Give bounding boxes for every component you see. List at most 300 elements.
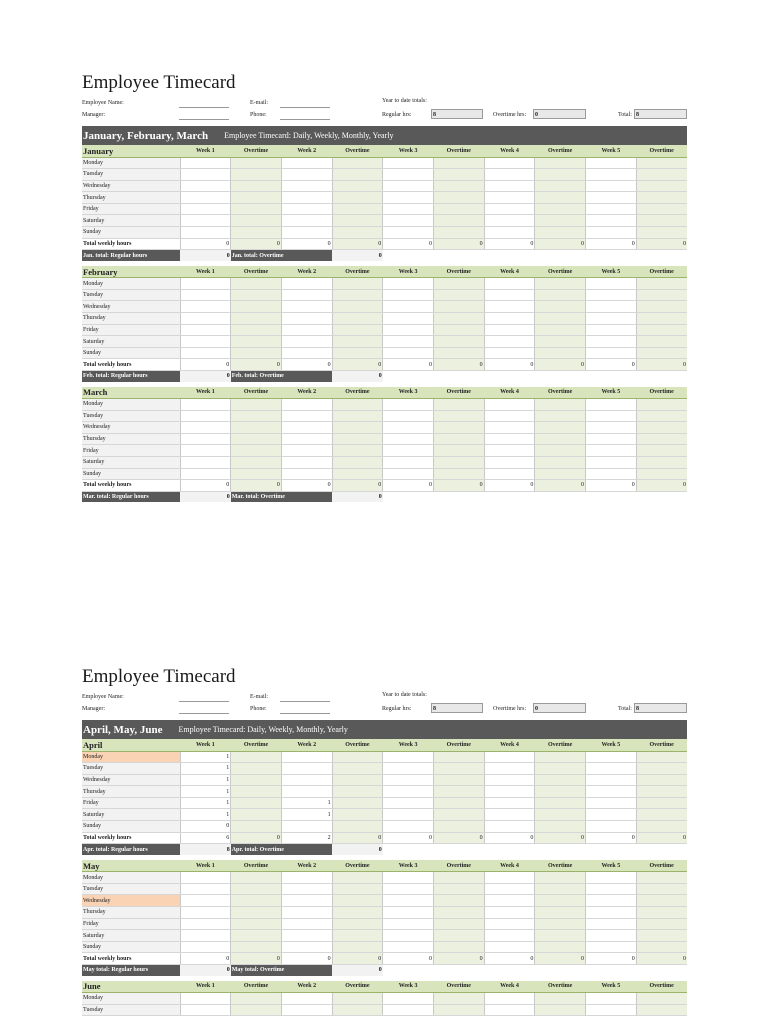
hours-cell[interactable] — [281, 336, 332, 348]
hours-cell[interactable] — [484, 930, 535, 942]
hours-cell[interactable] — [231, 763, 282, 775]
hours-cell[interactable] — [433, 751, 484, 763]
hours-cell[interactable] — [231, 203, 282, 215]
hours-cell[interactable] — [383, 278, 434, 290]
hours-cell[interactable] — [332, 336, 383, 348]
hours-cell[interactable] — [433, 324, 484, 336]
hours-cell[interactable] — [535, 941, 586, 953]
hours-cell[interactable] — [332, 203, 383, 215]
hours-cell[interactable] — [383, 883, 434, 895]
hours-cell[interactable] — [281, 215, 332, 227]
hours-cell[interactable] — [231, 883, 282, 895]
hours-cell[interactable] — [383, 918, 434, 930]
hours-cell[interactable] — [586, 918, 637, 930]
hours-cell[interactable] — [636, 399, 687, 411]
hours-cell[interactable] — [484, 324, 535, 336]
hours-cell[interactable] — [281, 422, 332, 434]
hours-cell[interactable] — [433, 895, 484, 907]
hours-cell[interactable] — [180, 872, 231, 884]
email-field[interactable] — [280, 694, 330, 702]
hours-cell[interactable] — [180, 907, 231, 919]
hours-cell[interactable] — [383, 169, 434, 181]
hours-cell[interactable] — [484, 169, 535, 181]
hours-cell[interactable] — [535, 872, 586, 884]
hours-cell[interactable] — [586, 347, 637, 359]
hours-cell[interactable] — [332, 918, 383, 930]
hours-cell[interactable] — [383, 456, 434, 468]
hours-cell[interactable] — [383, 215, 434, 227]
hours-cell[interactable] — [484, 1004, 535, 1016]
hours-cell[interactable] — [383, 445, 434, 457]
hours-cell[interactable] — [433, 169, 484, 181]
hours-cell[interactable] — [484, 786, 535, 798]
hours-cell[interactable] — [484, 157, 535, 169]
hours-cell[interactable] — [383, 192, 434, 204]
hours-cell[interactable] — [535, 468, 586, 480]
hours-cell[interactable] — [231, 301, 282, 313]
hours-cell[interactable] — [383, 410, 434, 422]
hours-cell[interactable] — [433, 301, 484, 313]
hours-cell[interactable] — [281, 918, 332, 930]
hours-cell[interactable] — [433, 872, 484, 884]
hours-cell[interactable] — [231, 347, 282, 359]
hours-cell[interactable] — [586, 399, 637, 411]
hours-cell[interactable] — [484, 821, 535, 833]
hours-cell[interactable] — [332, 169, 383, 181]
hours-cell[interactable] — [433, 821, 484, 833]
hours-cell[interactable] — [433, 422, 484, 434]
hours-cell[interactable] — [383, 895, 434, 907]
hours-cell[interactable] — [383, 1004, 434, 1016]
hours-cell[interactable] — [636, 336, 687, 348]
hours-cell[interactable] — [484, 883, 535, 895]
hours-cell[interactable] — [231, 192, 282, 204]
hours-cell[interactable] — [180, 1004, 231, 1016]
hours-cell[interactable] — [535, 797, 586, 809]
hours-cell[interactable] — [332, 774, 383, 786]
hours-cell[interactable] — [332, 786, 383, 798]
hours-cell[interactable] — [636, 786, 687, 798]
hours-cell[interactable] — [180, 918, 231, 930]
hours-cell[interactable] — [281, 180, 332, 192]
hours-cell[interactable] — [281, 895, 332, 907]
hours-cell[interactable] — [586, 169, 637, 181]
hours-cell[interactable] — [535, 456, 586, 468]
hours-cell[interactable] — [281, 456, 332, 468]
hours-cell[interactable] — [281, 203, 332, 215]
hours-cell[interactable] — [433, 930, 484, 942]
hours-cell[interactable] — [383, 313, 434, 325]
hours-cell[interactable] — [383, 786, 434, 798]
hours-cell[interactable] — [180, 324, 231, 336]
hours-cell[interactable] — [332, 192, 383, 204]
hours-cell[interactable] — [636, 907, 687, 919]
hours-cell[interactable] — [332, 895, 383, 907]
hours-cell[interactable] — [535, 895, 586, 907]
hours-cell[interactable] — [332, 157, 383, 169]
hours-cell[interactable] — [281, 883, 332, 895]
employee-name-field[interactable] — [179, 100, 229, 108]
hours-cell[interactable] — [535, 336, 586, 348]
hours-cell[interactable] — [586, 301, 637, 313]
hours-cell[interactable] — [535, 993, 586, 1005]
manager-field[interactable] — [179, 706, 229, 714]
hours-cell[interactable] — [535, 751, 586, 763]
hours-cell[interactable] — [586, 930, 637, 942]
hours-cell[interactable] — [180, 227, 231, 239]
hours-cell[interactable] — [231, 993, 282, 1005]
hours-cell[interactable] — [383, 399, 434, 411]
hours-cell[interactable] — [433, 456, 484, 468]
hours-cell[interactable] — [231, 797, 282, 809]
hours-cell[interactable] — [433, 157, 484, 169]
hours-cell[interactable] — [231, 227, 282, 239]
hours-cell[interactable] — [231, 324, 282, 336]
hours-cell[interactable] — [636, 883, 687, 895]
hours-cell[interactable] — [231, 941, 282, 953]
hours-cell[interactable] — [332, 180, 383, 192]
hours-cell[interactable] — [383, 157, 434, 169]
hours-cell[interactable] — [231, 930, 282, 942]
hours-cell[interactable] — [383, 301, 434, 313]
hours-cell[interactable] — [586, 227, 637, 239]
hours-cell[interactable]: 1 — [180, 809, 231, 821]
hours-cell[interactable] — [231, 1004, 282, 1016]
hours-cell[interactable]: 1 — [180, 751, 231, 763]
hours-cell[interactable] — [586, 192, 637, 204]
hours-cell[interactable] — [484, 751, 535, 763]
hours-cell[interactable] — [281, 324, 332, 336]
hours-cell[interactable] — [231, 157, 282, 169]
hours-cell[interactable] — [586, 895, 637, 907]
hours-cell[interactable] — [383, 872, 434, 884]
hours-cell[interactable] — [636, 347, 687, 359]
hours-cell[interactable] — [231, 751, 282, 763]
hours-cell[interactable] — [433, 445, 484, 457]
hours-cell[interactable] — [433, 468, 484, 480]
hours-cell[interactable] — [586, 872, 637, 884]
phone-field[interactable] — [280, 706, 330, 714]
hours-cell[interactable] — [180, 941, 231, 953]
hours-cell[interactable] — [332, 289, 383, 301]
hours-cell[interactable] — [332, 883, 383, 895]
hours-cell[interactable] — [231, 278, 282, 290]
hours-cell[interactable] — [180, 347, 231, 359]
hours-cell[interactable] — [383, 797, 434, 809]
hours-cell[interactable] — [586, 786, 637, 798]
hours-cell[interactable] — [332, 399, 383, 411]
hours-cell[interactable] — [281, 774, 332, 786]
hours-cell[interactable]: 1 — [281, 797, 332, 809]
hours-cell[interactable] — [586, 993, 637, 1005]
hours-cell[interactable]: 1 — [180, 797, 231, 809]
hours-cell[interactable] — [433, 433, 484, 445]
hours-cell[interactable] — [433, 289, 484, 301]
hours-cell[interactable] — [433, 278, 484, 290]
hours-cell[interactable] — [180, 456, 231, 468]
hours-cell[interactable] — [433, 786, 484, 798]
hours-cell[interactable] — [636, 215, 687, 227]
hours-cell[interactable] — [180, 410, 231, 422]
hours-cell[interactable] — [180, 192, 231, 204]
hours-cell[interactable] — [433, 347, 484, 359]
hours-cell[interactable] — [586, 203, 637, 215]
hours-cell[interactable] — [484, 809, 535, 821]
hours-cell[interactable] — [484, 763, 535, 775]
hours-cell[interactable] — [535, 809, 586, 821]
hours-cell[interactable] — [332, 227, 383, 239]
hours-cell[interactable] — [433, 1004, 484, 1016]
hours-cell[interactable] — [484, 456, 535, 468]
hours-cell[interactable] — [433, 907, 484, 919]
hours-cell[interactable] — [433, 774, 484, 786]
hours-cell[interactable] — [180, 278, 231, 290]
hours-cell[interactable] — [332, 993, 383, 1005]
hours-cell[interactable] — [180, 169, 231, 181]
hours-cell[interactable] — [535, 399, 586, 411]
hours-cell[interactable] — [281, 445, 332, 457]
hours-cell[interactable] — [180, 433, 231, 445]
hours-cell[interactable] — [180, 895, 231, 907]
hours-cell[interactable] — [636, 468, 687, 480]
hours-cell[interactable] — [281, 872, 332, 884]
hours-cell[interactable] — [484, 410, 535, 422]
hours-cell[interactable] — [332, 821, 383, 833]
hours-cell[interactable] — [332, 422, 383, 434]
hours-cell[interactable] — [586, 433, 637, 445]
hours-cell[interactable] — [636, 941, 687, 953]
hours-cell[interactable] — [636, 751, 687, 763]
hours-cell[interactable] — [535, 313, 586, 325]
hours-cell[interactable] — [586, 445, 637, 457]
hours-cell[interactable] — [586, 883, 637, 895]
hours-cell[interactable] — [332, 797, 383, 809]
hours-cell[interactable] — [636, 930, 687, 942]
hours-cell[interactable] — [332, 313, 383, 325]
hours-cell[interactable] — [180, 468, 231, 480]
hours-cell[interactable] — [535, 774, 586, 786]
hours-cell[interactable] — [535, 278, 586, 290]
hours-cell[interactable] — [383, 930, 434, 942]
hours-cell[interactable] — [484, 774, 535, 786]
hours-cell[interactable] — [535, 215, 586, 227]
hours-cell[interactable] — [433, 993, 484, 1005]
hours-cell[interactable] — [180, 399, 231, 411]
hours-cell[interactable] — [383, 751, 434, 763]
hours-cell[interactable] — [484, 336, 535, 348]
hours-cell[interactable]: 1 — [180, 774, 231, 786]
hours-cell[interactable] — [281, 227, 332, 239]
hours-cell[interactable] — [484, 399, 535, 411]
hours-cell[interactable] — [281, 313, 332, 325]
hours-cell[interactable] — [281, 301, 332, 313]
hours-cell[interactable] — [281, 169, 332, 181]
hours-cell[interactable] — [586, 313, 637, 325]
hours-cell[interactable] — [636, 821, 687, 833]
hours-cell[interactable] — [231, 169, 282, 181]
hours-cell[interactable] — [231, 433, 282, 445]
hours-cell[interactable] — [636, 157, 687, 169]
hours-cell[interactable] — [281, 941, 332, 953]
hours-cell[interactable] — [281, 347, 332, 359]
hours-cell[interactable] — [586, 1004, 637, 1016]
hours-cell[interactable] — [332, 433, 383, 445]
hours-cell[interactable] — [383, 821, 434, 833]
hours-cell[interactable] — [484, 445, 535, 457]
hours-cell[interactable] — [484, 433, 535, 445]
hours-cell[interactable] — [636, 809, 687, 821]
hours-cell[interactable] — [484, 203, 535, 215]
hours-cell[interactable]: 1 — [180, 786, 231, 798]
hours-cell[interactable] — [383, 774, 434, 786]
hours-cell[interactable] — [484, 907, 535, 919]
hours-cell[interactable] — [484, 468, 535, 480]
hours-cell[interactable] — [636, 324, 687, 336]
hours-cell[interactable] — [535, 1004, 586, 1016]
hours-cell[interactable] — [332, 907, 383, 919]
hours-cell[interactable] — [433, 313, 484, 325]
hours-cell[interactable] — [433, 215, 484, 227]
hours-cell[interactable] — [180, 215, 231, 227]
hours-cell[interactable] — [586, 278, 637, 290]
hours-cell[interactable] — [636, 169, 687, 181]
hours-cell[interactable] — [180, 883, 231, 895]
hours-cell[interactable] — [535, 907, 586, 919]
hours-cell[interactable] — [535, 203, 586, 215]
hours-cell[interactable] — [180, 157, 231, 169]
hours-cell[interactable] — [484, 289, 535, 301]
hours-cell[interactable] — [281, 410, 332, 422]
hours-cell[interactable] — [383, 809, 434, 821]
hours-cell[interactable] — [586, 763, 637, 775]
hours-cell[interactable] — [231, 336, 282, 348]
hours-cell[interactable] — [383, 941, 434, 953]
hours-cell[interactable] — [281, 907, 332, 919]
hours-cell[interactable] — [231, 456, 282, 468]
hours-cell[interactable] — [180, 180, 231, 192]
hours-cell[interactable] — [180, 289, 231, 301]
hours-cell[interactable] — [332, 456, 383, 468]
hours-cell[interactable] — [281, 763, 332, 775]
hours-cell[interactable] — [231, 445, 282, 457]
hours-cell[interactable] — [231, 809, 282, 821]
hours-cell[interactable] — [535, 918, 586, 930]
hours-cell[interactable] — [383, 763, 434, 775]
hours-cell[interactable] — [281, 289, 332, 301]
employee-name-field[interactable] — [179, 694, 229, 702]
hours-cell[interactable] — [383, 422, 434, 434]
hours-cell[interactable] — [383, 433, 434, 445]
hours-cell[interactable] — [383, 993, 434, 1005]
hours-cell[interactable] — [484, 993, 535, 1005]
hours-cell[interactable] — [332, 324, 383, 336]
hours-cell[interactable] — [586, 422, 637, 434]
hours-cell[interactable] — [433, 180, 484, 192]
hours-cell[interactable] — [332, 872, 383, 884]
hours-cell[interactable] — [484, 215, 535, 227]
hours-cell[interactable] — [383, 907, 434, 919]
hours-cell[interactable] — [433, 883, 484, 895]
hours-cell[interactable] — [433, 809, 484, 821]
hours-cell[interactable] — [535, 169, 586, 181]
hours-cell[interactable] — [231, 786, 282, 798]
hours-cell[interactable] — [636, 445, 687, 457]
hours-cell[interactable] — [535, 433, 586, 445]
hours-cell[interactable] — [332, 763, 383, 775]
hours-cell[interactable] — [586, 907, 637, 919]
hours-cell[interactable] — [281, 468, 332, 480]
hours-cell[interactable] — [535, 347, 586, 359]
hours-cell[interactable] — [231, 215, 282, 227]
hours-cell[interactable] — [535, 410, 586, 422]
hours-cell[interactable] — [535, 157, 586, 169]
hours-cell[interactable] — [484, 180, 535, 192]
hours-cell[interactable] — [281, 399, 332, 411]
hours-cell[interactable] — [484, 278, 535, 290]
hours-cell[interactable] — [332, 445, 383, 457]
hours-cell[interactable] — [231, 180, 282, 192]
hours-cell[interactable] — [332, 1004, 383, 1016]
hours-cell[interactable] — [383, 289, 434, 301]
hours-cell[interactable] — [535, 324, 586, 336]
hours-cell[interactable] — [231, 774, 282, 786]
hours-cell[interactable] — [332, 278, 383, 290]
hours-cell[interactable] — [433, 797, 484, 809]
hours-cell[interactable] — [636, 895, 687, 907]
hours-cell[interactable] — [433, 410, 484, 422]
hours-cell[interactable] — [586, 410, 637, 422]
hours-cell[interactable] — [231, 468, 282, 480]
hours-cell[interactable] — [586, 941, 637, 953]
hours-cell[interactable] — [636, 456, 687, 468]
hours-cell[interactable] — [484, 301, 535, 313]
hours-cell[interactable] — [535, 227, 586, 239]
hours-cell[interactable] — [636, 1004, 687, 1016]
hours-cell[interactable] — [180, 203, 231, 215]
hours-cell[interactable] — [484, 872, 535, 884]
hours-cell[interactable] — [281, 786, 332, 798]
hours-cell[interactable] — [231, 821, 282, 833]
hours-cell[interactable] — [231, 872, 282, 884]
hours-cell[interactable] — [535, 422, 586, 434]
hours-cell[interactable] — [433, 227, 484, 239]
hours-cell[interactable] — [383, 336, 434, 348]
hours-cell[interactable] — [433, 203, 484, 215]
hours-cell[interactable] — [636, 872, 687, 884]
hours-cell[interactable] — [484, 895, 535, 907]
hours-cell[interactable] — [636, 410, 687, 422]
hours-cell[interactable] — [636, 918, 687, 930]
hours-cell[interactable] — [332, 301, 383, 313]
hours-cell[interactable] — [484, 941, 535, 953]
hours-cell[interactable] — [383, 180, 434, 192]
hours-cell[interactable] — [636, 993, 687, 1005]
hours-cell[interactable] — [586, 456, 637, 468]
hours-cell[interactable] — [281, 821, 332, 833]
hours-cell[interactable] — [636, 301, 687, 313]
hours-cell[interactable] — [231, 422, 282, 434]
hours-cell[interactable] — [636, 192, 687, 204]
hours-cell[interactable] — [535, 883, 586, 895]
hours-cell[interactable] — [180, 313, 231, 325]
hours-cell[interactable] — [586, 289, 637, 301]
hours-cell[interactable] — [586, 215, 637, 227]
hours-cell[interactable] — [383, 203, 434, 215]
hours-cell[interactable] — [281, 1004, 332, 1016]
hours-cell[interactable] — [231, 399, 282, 411]
hours-cell[interactable] — [484, 918, 535, 930]
hours-cell[interactable]: 1 — [180, 763, 231, 775]
